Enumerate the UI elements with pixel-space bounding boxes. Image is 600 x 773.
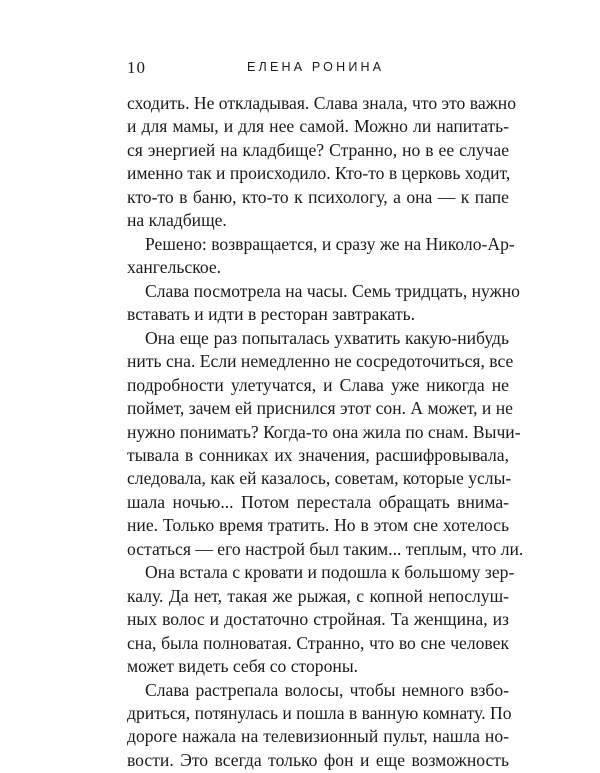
text-line: именно так и происходило. Кто-то в церковь ходит, [127, 163, 511, 184]
text-line: тывала в сонниках их значения, расшифровывала, [127, 444, 509, 465]
page-header [127, 58, 509, 80]
text-line: ся энергией на кладбище? Странно, но в ее случае [127, 139, 509, 160]
text-line: вости. Это всегда только фон и еще возможность [127, 749, 509, 770]
text-line: дороге нажала на телевизионный пульт, нашла но- [127, 726, 509, 747]
text-line: остаться — его настрой был таким... теплым, что ли. [127, 538, 524, 559]
text-line: калу. Да нет, такая же рыжая, с копной непослуш- [127, 585, 509, 606]
text-line: сходить. Не откладывая. Слава знала, что это важно [127, 93, 516, 113]
text-line: ние. Только время тратить. Но в этом сне хотелось [127, 515, 509, 536]
text-line: и для мамы, и для нее самой. Можно ли напитать- [127, 116, 509, 137]
paragraph [127, 92, 516, 232]
text-line: Она встала с кровати и подошла к большому зер- [145, 562, 515, 583]
text-line: поймет, зачем ей приснился этот сон. А может, и не [127, 398, 513, 419]
paragraph [127, 280, 520, 327]
text-line: дриться, потянулась и пошла в ванную комнату. По [127, 703, 512, 724]
text-line: Слава растрепала волосы, чтобы немного взбо- [145, 679, 509, 700]
text-line: подробности улетучатся, и Слава уже никогда не [127, 374, 509, 395]
paragraph [127, 327, 524, 561]
text-line: на кладбище. [127, 210, 227, 231]
paragraph [127, 679, 512, 773]
text-line: нить сна. Если немедленно не сосредоточиться, все [127, 351, 514, 372]
text-line: может видеть себя со стороны. [127, 655, 359, 676]
text-line: ных волос и достаточно стройная. Та женщина, из [127, 609, 509, 630]
paragraph [127, 561, 515, 678]
text-line: Слава посмотрела на часы. Семь тридцать, нужно [145, 280, 520, 301]
page-number: 10 [127, 58, 146, 77]
text-line: вставать и идти в ресторан завтракать. [127, 304, 416, 325]
paragraph [127, 233, 515, 280]
text-line: хангельское. [127, 257, 222, 278]
text-line: шала ночью... Потом перестала обращать внима- [127, 491, 509, 512]
text-line: сна, была полноватая. Странно, что во сне человек [127, 632, 509, 653]
text-line: следовала, как ей казалось, советам, которые услы- [127, 468, 512, 489]
text-line: Решено: возвращается, и сразу же на Николо-Ар- [145, 233, 515, 254]
body-text [127, 92, 524, 773]
running-head-author: ЕЛЕНА РОНИНА [247, 60, 385, 74]
text-line: нужно понимать? Когда-то она жила по снам. Вычи- [127, 421, 521, 442]
text-line: Она еще раз попыталась ухватить какую-нибудь [145, 327, 509, 348]
text-line: кто-то в баню, кто-то к психологу, а она — к папе [127, 186, 509, 207]
